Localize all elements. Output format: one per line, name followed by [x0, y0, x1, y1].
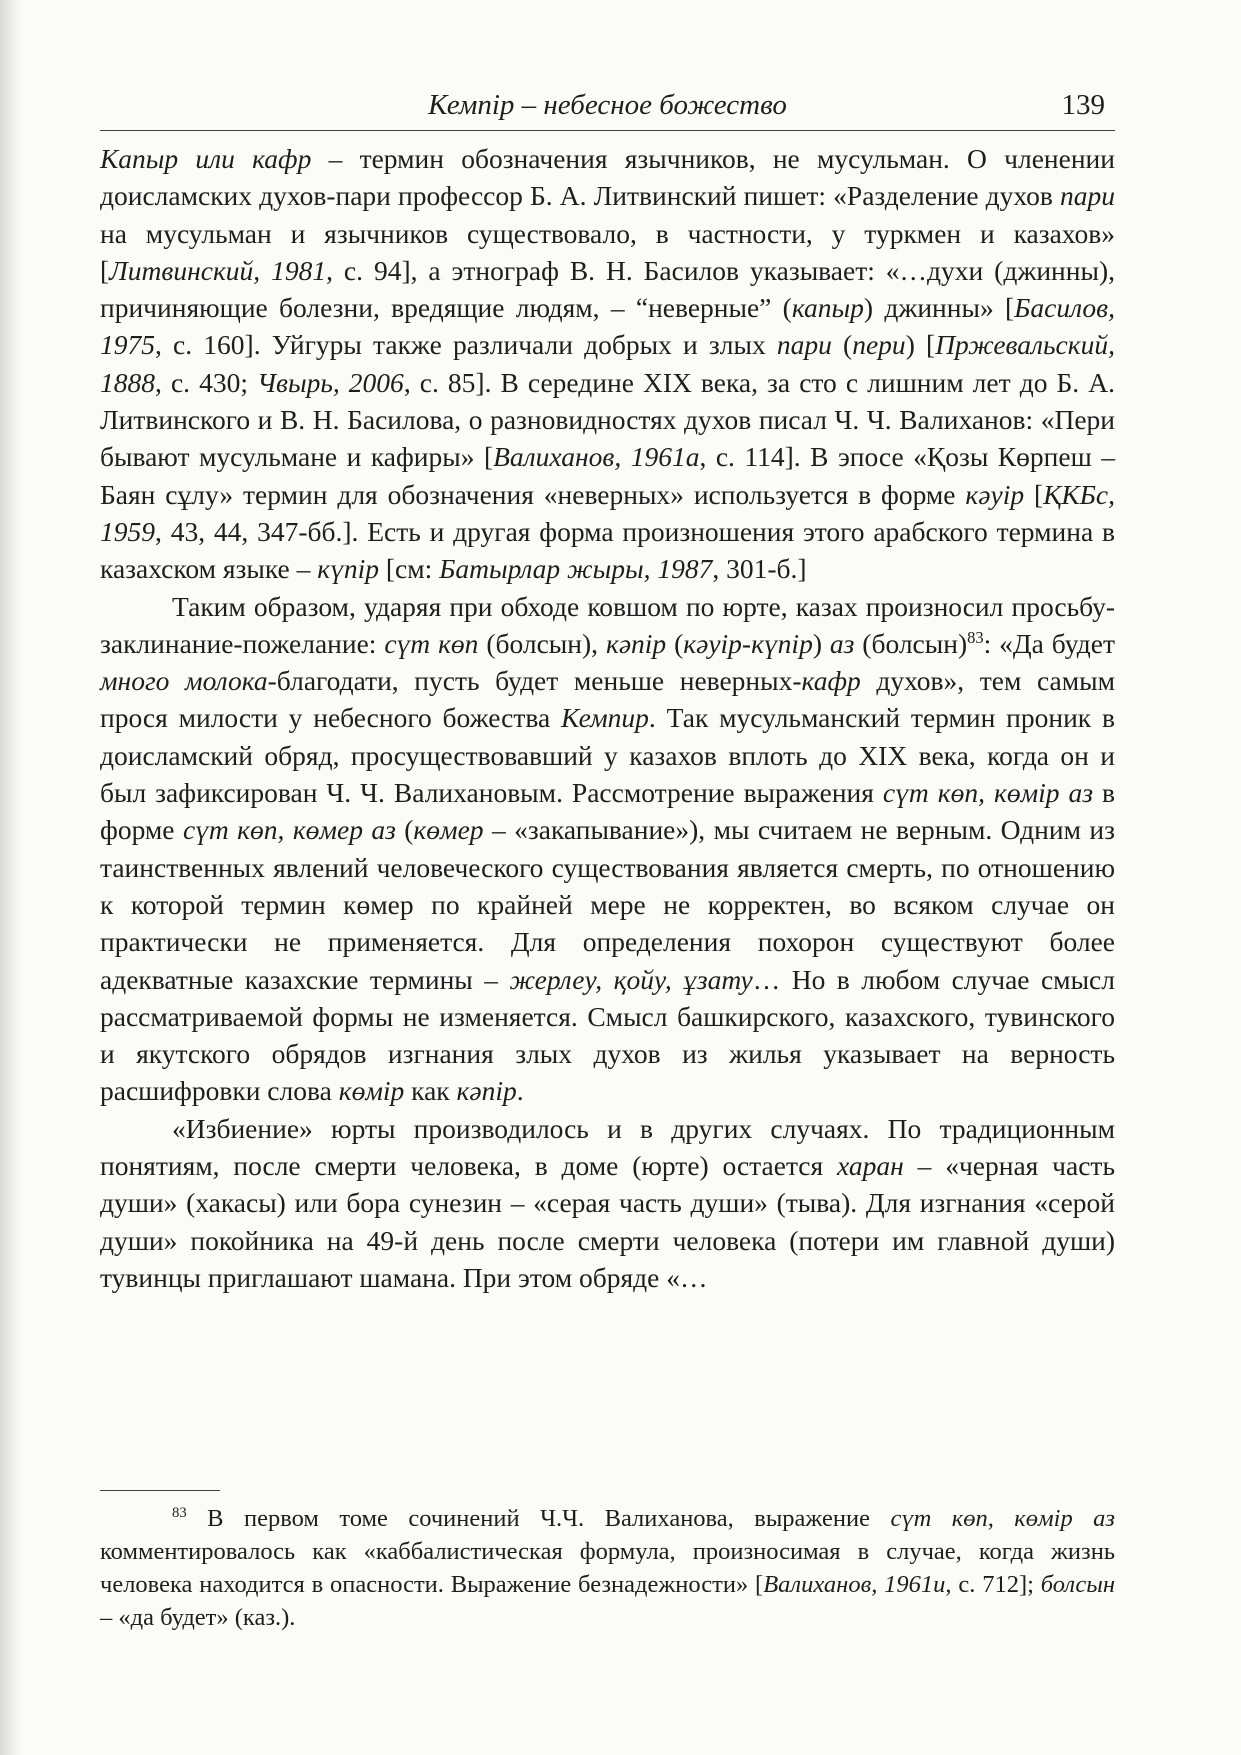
text-run: – «черная часть души» (хакасы) или бора сунезин – «серая часть души» (тыва). Для изгнания «серой души» покойника на 49-й день после смерти человека (потери им главной души) тувинцы приглашают шамана. При этом обряде «…	[100, 1150, 1115, 1293]
text-run: , с. 160]. Уйгуры также различали добрых и злых	[155, 329, 777, 361]
italic-term: Валиханов, 1961а	[493, 441, 700, 473]
text-run: – «да будет» (каз.).	[100, 1604, 296, 1631]
italic-term: кафр	[801, 665, 861, 697]
page-number: 139	[1061, 89, 1105, 121]
italic-term: болсын	[1040, 1571, 1115, 1598]
footnote-83	[100, 1502, 1115, 1634]
text-run: (болсын),	[478, 627, 606, 659]
text-run: , 43, 44, 347-бб.]. Есть и другая форма произношения этого арабского термина в казахском языке –	[100, 515, 1115, 585]
italic-term: кәуір-күпір	[683, 627, 813, 659]
text-run: , с. 712];	[945, 1571, 1041, 1598]
italic-term: Пржевальский, 1888	[100, 329, 1115, 398]
italic-term: кәуір	[965, 478, 1025, 510]
text-run: ) джинны» [	[863, 292, 1015, 324]
text-run: (	[395, 814, 414, 846]
text-run: (	[666, 627, 684, 659]
text-run: Таким образом, ударяя при обходе ковшом по юрте, казах произносил просьбу-заклинание-пожелание:	[100, 590, 1115, 659]
text-run: , с. 85]. В середине XIX века, за сто с лишним лет до Б. А. Литвинского и В. Н. Басилова, о разновидностях духов писал Ч. Ч. Валиханов: «Пери бывают мусульмане и кафиры» [	[100, 366, 1115, 473]
running-title: Кемпір – небесное божество	[428, 89, 787, 121]
text-run: )	[812, 627, 830, 659]
text-run: на мусульман и язычников существовало, в частности, у туркмен и казахов» [	[100, 217, 1115, 286]
italic-term: сүт көп, көмер аз	[182, 814, 396, 846]
italic-term: Кемпир	[561, 702, 649, 734]
footnote-separator	[100, 1490, 220, 1491]
text-run: – термин обозначения язычников, не мусульман. О членении доисламских духов-пари профессор Б. А. Литвинский пишет: «Разделение духов	[100, 143, 1115, 212]
text-run: «Избиение» юрты производилось и в других случаях. По традиционным понятиям, после смерти человека, в доме (юрте) остается	[100, 1112, 1115, 1182]
text-run: в форме	[100, 777, 1115, 846]
text-run: , с. 430;	[155, 366, 258, 398]
paragraph-2	[100, 588, 1115, 1110]
text-run: .	[516, 1075, 524, 1107]
italic-term: көмер	[413, 814, 484, 846]
italic-term: кәпір	[456, 1075, 517, 1107]
italic-term: капыр	[791, 292, 864, 324]
italic-term: пари	[776, 329, 832, 361]
italic-term: сүт көп	[384, 627, 479, 659]
text-run: как	[404, 1075, 457, 1107]
text-run: , с. 114]. В эпосе «Қозы Көрпеш – Баян сұлу» термин для обозначения «неверных» используется в форме	[100, 441, 1115, 510]
italic-term: сүт көп, көмір аз	[882, 777, 1093, 809]
text-run: В первом томе сочинений Ч.Ч. Валиханова, выражение	[186, 1505, 891, 1532]
italic-term: кәпір	[605, 627, 667, 659]
text-run: духов», тем самым прося милости у небесного божества	[100, 665, 1115, 734]
text-run: … Но в любом случае смысл рассматриваемой формы не изменяется. Смысл башкирского, казахского, тувинского и якутского обрядов изгнания злых духов из жилья указывает на верность расшифровки слова	[100, 963, 1115, 1107]
italic-term: Чвырь, 2006	[257, 366, 404, 398]
footnote-ref: 83	[172, 1504, 187, 1521]
binding-shadow	[0, 0, 22, 1755]
text-run: – «закапывание»), мы считаем не верным. Одним из таинственных явлений человеческого существования является смерть, по отношению к которой термин көмер по крайней мере не корректен, во всяком случае он практически не применяется. Для определения похорон существуют более адекватные казахские термины –	[100, 814, 1115, 995]
italic-term: много молока	[100, 665, 268, 697]
text-run: , с. 94], а этнограф В. Н. Басилов указывает: «…духи (джинны), причиняющие болезни, вредящие людям, – “неверные” (	[100, 254, 1115, 324]
italic-term: Капыр или кафр	[100, 143, 312, 174]
italic-term: Басилов, 1975	[100, 292, 1115, 361]
footnote-ref: 83	[967, 627, 984, 647]
italic-term: пари	[1060, 180, 1115, 212]
page-header	[100, 82, 1115, 131]
text-run: (болсын)	[854, 627, 968, 659]
italic-term: аз	[829, 627, 855, 659]
italic-term: пери	[852, 329, 906, 361]
text-run: комментировалось как «каббалистическая формула, произносимая в случае, когда жизнь человека находится в опасности. Выражение безнадежности» [	[100, 1538, 1115, 1598]
text-run: ) [	[905, 329, 936, 361]
italic-term: көмір	[338, 1075, 405, 1107]
text-run: (	[831, 329, 853, 361]
text-run: . Так мусульманский термин проник в доисламский обряд, просуществовавший у казахов вплоть до XIX века, когда он и был зафиксирован Ч. Ч. Валихановым. Рассмотрение выражения	[100, 702, 1115, 809]
text-run: , 301-б.]	[712, 553, 807, 585]
italic-term: Батырлар жыры, 1987	[439, 553, 713, 585]
italic-term: сүт көп, көмір аз	[890, 1505, 1115, 1532]
text-run: [	[1024, 478, 1044, 510]
italic-term: күпір	[317, 553, 379, 585]
text-run: : «Да будет	[983, 627, 1115, 659]
paragraph-1	[100, 140, 1115, 588]
italic-term: харан	[837, 1150, 904, 1182]
italic-term: Валиханов, 1961и	[763, 1571, 946, 1598]
text-run: [см:	[379, 553, 440, 585]
italic-term: жерлеу, қойу, ұзату	[509, 963, 753, 995]
text-run: -благодати, пусть будет меньше неверных-	[267, 665, 802, 697]
italic-term: Литвинский, 1981	[109, 254, 327, 286]
paragraph-3	[100, 1110, 1115, 1296]
main-text	[100, 140, 1115, 1296]
italic-term: ҚКБс, 1959	[100, 478, 1115, 547]
